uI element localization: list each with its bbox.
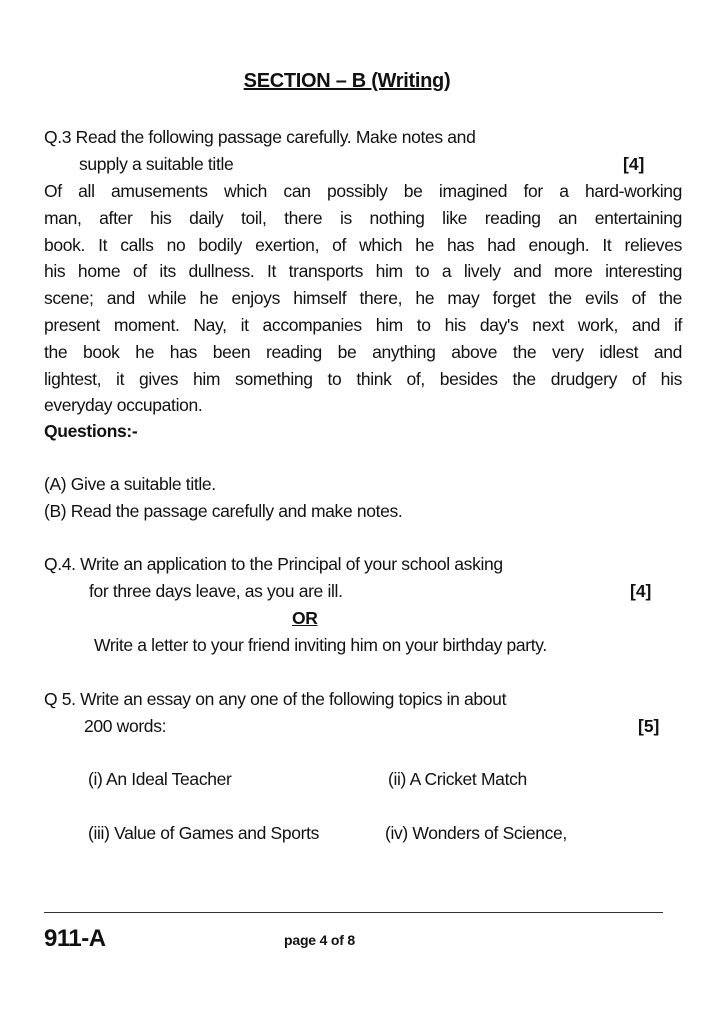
passage-line: man, after his daily toil, there is nothing like reading an entertaining — [44, 207, 682, 228]
q3-marks: [4] — [623, 154, 645, 174]
section-title: SECTION – B (Writing) — [243, 70, 451, 92]
q5-topic: (i) An Ideal Teacher — [88, 769, 232, 789]
q4-marks: [4] — [630, 581, 652, 601]
page-number: page 4 of 8 — [284, 932, 355, 948]
questions-heading: Questions:- — [44, 421, 138, 441]
passage-line: his home of its dullness. It transports him to a lively and more interesting — [44, 261, 682, 282]
q3-sub-b: (B) Read the passage carefully and make notes. — [44, 501, 403, 521]
passage-line: everyday occupation. — [44, 395, 203, 416]
q5-topic: (ii) A Cricket Match — [388, 769, 527, 789]
passage-line: the book he has been reading be anything above the very idlest and — [44, 341, 682, 362]
q5-prompt-line2: 200 words: — [84, 716, 167, 736]
q3-prompt-line2: supply a suitable title — [79, 154, 234, 174]
q4-alternative: Write a letter to your friend inviting him on your birthday party. — [94, 635, 547, 655]
q4-prompt-line2: for three days leave, as you are ill. — [89, 581, 343, 601]
q5-prompt-line1: Q 5. Write an essay on any one of the following topics in about — [44, 689, 507, 709]
q3-passage — [44, 178, 682, 419]
paper-code: 911-A — [44, 925, 106, 952]
q5-topic: (iv) Wonders of Science, — [385, 823, 567, 843]
passage-line: present moment. Nay, it accompanies him to his day's next work, and if — [44, 314, 682, 335]
footer-rule — [44, 912, 663, 913]
passage-line: Of all amusements which can possibly be imagined for a hard-working — [44, 181, 682, 201]
q3-sub-a: (A) Give a suitable title. — [44, 474, 216, 494]
passage-line: book. It calls no bodily exertion, of which he has had enough. It relieves — [44, 234, 682, 255]
or-divider: OR — [292, 608, 318, 628]
q4-prompt-line1: Q.4. Write an application to the Principal of your school asking — [44, 554, 503, 574]
q5-marks: [5] — [638, 716, 660, 736]
q5-topic: (iii) Value of Games and Sports — [88, 823, 320, 843]
q3-prompt-line1: Q.3 Read the following passage carefully. Make notes and — [44, 127, 476, 147]
passage-line: lightest, it gives him something to think of, besides the drudgery of his — [44, 368, 682, 389]
passage-line: scene; and while he enjoys himself there, he may forget the evils of the — [44, 288, 682, 309]
